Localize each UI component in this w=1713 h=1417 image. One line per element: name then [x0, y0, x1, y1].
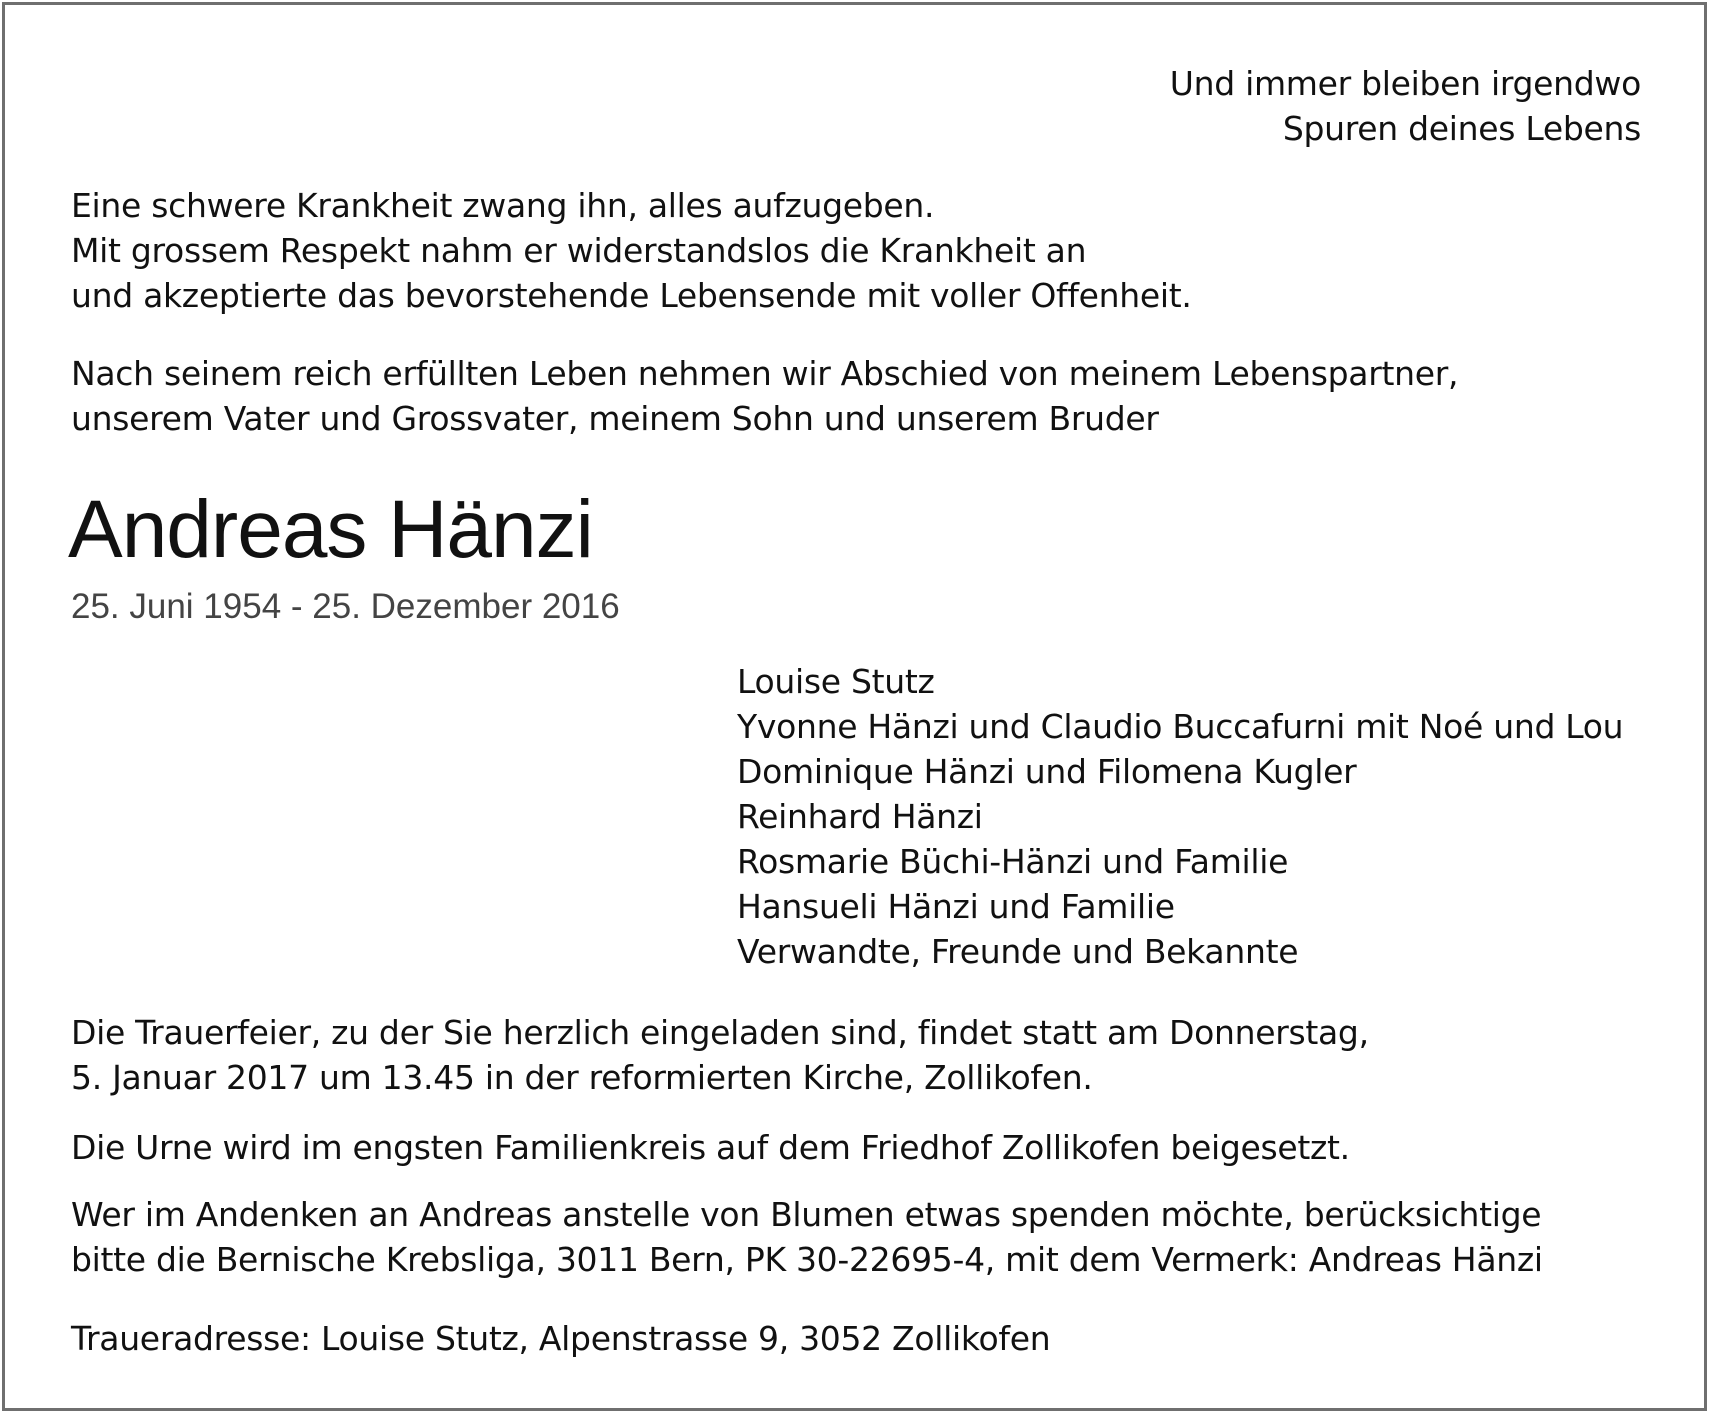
address-line: Traueradresse: Louise Stutz, Alpenstrasse 9, 3052 Zollikofen — [71, 1319, 1051, 1358]
farewell-line: unserem Vater und Grossvater, meinem Sohn und unserem Bruder — [71, 399, 1159, 438]
ceremony-paragraph — [71, 1010, 1369, 1100]
donation-line: bitte die Bernische Krebsliga, 3011 Bern, PK 30-22695-4, mit dem Vermerk: Andreas Hänzi — [71, 1240, 1543, 1279]
mourner-entry: Rosmarie Büchi-Hänzi und Familie — [737, 842, 1289, 881]
motto-quote — [1170, 61, 1641, 151]
burial-paragraph — [71, 1125, 1350, 1170]
mourner-entry: Dominique Hänzi und Filomena Kugler — [737, 752, 1357, 791]
intro-line: und akzeptierte das bevorstehende Lebensende mit voller Offenheit. — [71, 276, 1192, 315]
mourner-entry: Yvonne Hänzi und Claudio Buccafurni mit Noé und Lou — [737, 707, 1624, 746]
mourner-entry: Reinhard Hänzi — [737, 797, 983, 836]
donation-paragraph — [71, 1192, 1543, 1282]
intro-line: Eine schwere Krankheit zwang ihn, alles aufzugeben. — [71, 186, 935, 225]
donation-line: Wer im Andenken an Andreas anstelle von Blumen etwas spenden möchte, berücksichtige — [71, 1195, 1542, 1234]
mourner-entry: Louise Stutz — [737, 662, 935, 701]
mourners-list — [737, 659, 1623, 974]
farewell-line: Nach seinem reich erfüllten Leben nehmen wir Abschied von meinem Lebenspartner, — [71, 354, 1459, 393]
ceremony-line: Die Trauerfeier, zu der Sie herzlich eingeladen sind, findet statt am Donnerstag, — [71, 1013, 1369, 1052]
intro-line: Mit grossem Respekt nahm er widerstandslos die Krankheit an — [71, 231, 1087, 270]
burial-line: Die Urne wird im engsten Familienkreis auf dem Friedhof Zollikofen beigesetzt. — [71, 1128, 1350, 1167]
deceased-name: Andreas Hänzi — [68, 484, 593, 575]
mourner-entry: Hansueli Hänzi und Familie — [737, 887, 1175, 926]
mourner-entry: Verwandte, Freunde und Bekannte — [737, 932, 1299, 971]
motto-line: Und immer bleiben irgendwo — [1169, 64, 1641, 103]
life-dates: 25. Juni 1954 - 25. Dezember 2016 — [71, 587, 620, 626]
motto-line: Spuren deines Lebens — [1282, 109, 1641, 148]
farewell-paragraph — [71, 351, 1458, 441]
intro-paragraph — [71, 183, 1192, 318]
address-paragraph — [71, 1316, 1050, 1361]
ceremony-line: 5. Januar 2017 um 13.45 in der reformierten Kirche, Zollikofen. — [71, 1058, 1093, 1097]
